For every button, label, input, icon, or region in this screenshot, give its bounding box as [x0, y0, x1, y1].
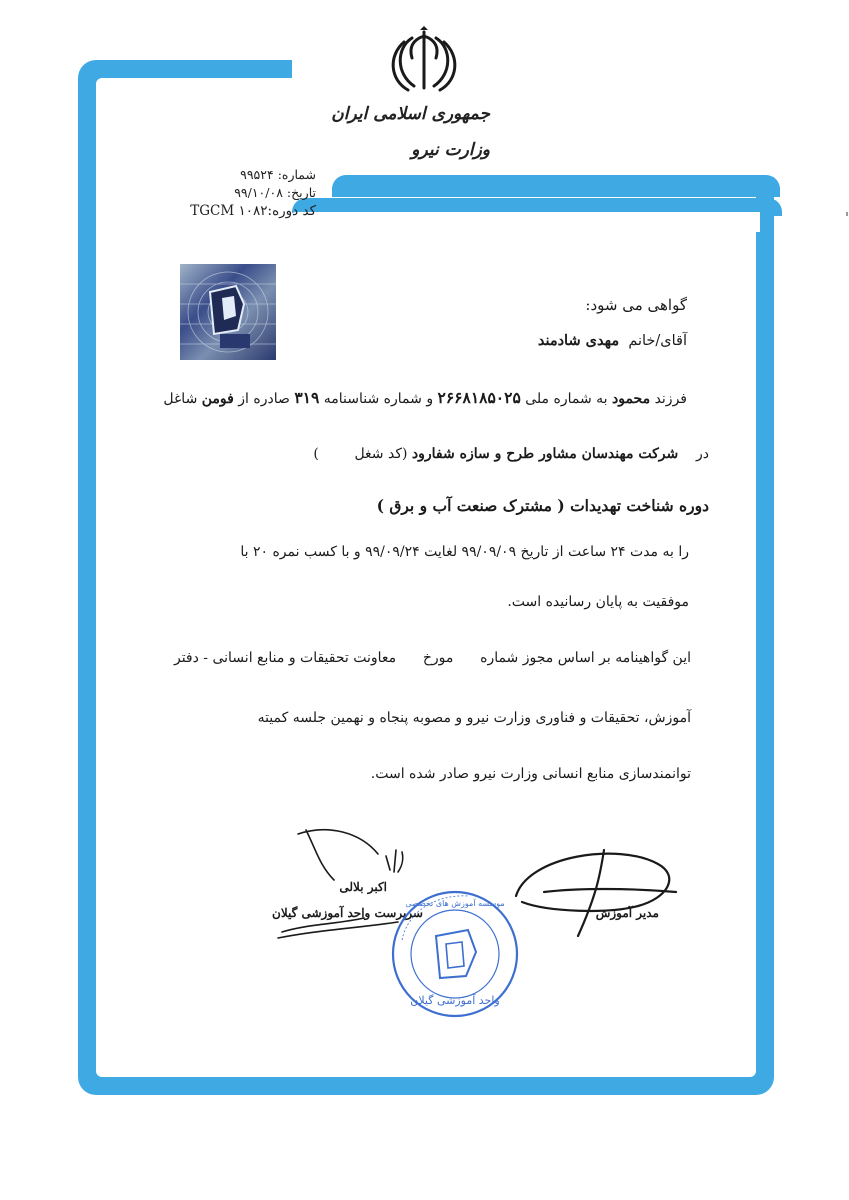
seal-institute-text: موسسه آموزش های تخصصی — [405, 899, 505, 908]
recipient-line: آقای/خانم مهدی شادمند — [537, 332, 687, 349]
course-code: کد دوره:TGCM ۱۰۸۲ — [190, 203, 316, 219]
recipient-name: مهدی شادمند — [537, 332, 620, 349]
right-signature-icon — [508, 836, 684, 944]
course-duration-line: را به مدت ۲۴ ساعت از تاریخ ۹۹/۰۹/۰۹ لغایت ۹۹/۰۹/۲۴ و با کسب نمره ۲۰ با — [240, 544, 689, 560]
birth-certificate-number: ۳۱۹ — [294, 388, 320, 407]
certificate-date: تاریخ: ۹۹/۱۰/۰۸ — [234, 185, 316, 200]
hologram-seal-icon — [180, 264, 276, 360]
right-signatory-title: مدیر آموزش — [595, 906, 659, 920]
company-name: شرکت مهندسان مشاور طرح و سازه شفارود — [411, 446, 679, 462]
left-signatory-title: سرپرست واحد آموزشی گیلان — [272, 906, 423, 920]
official-seal-icon — [388, 880, 522, 1028]
iran-emblem-icon — [382, 26, 466, 110]
certificate-number: شماره: ۹۹۵۲۴ — [240, 167, 316, 182]
issuance-line: توانمندسازی منابع انسانی وزارت نیرو صادر شده است. — [370, 766, 691, 782]
completion-line: موفقیت به پایان رسانیده است. — [507, 594, 689, 610]
approval-line: آموزش، تحقیقات و فناوری وزارت نیرو و مصوبه پنجاه و نهمین جلسه کمیته — [257, 710, 691, 726]
frame-tab — [332, 175, 780, 197]
identity-line: فرزند محمود به شماره ملی ۲۶۶۸۱۸۵۰۲۵ و شماره شناسنامه ۳۱۹ صادره از فومن شاغل — [163, 388, 687, 407]
country-name: جمهوری اسلامی ایران — [331, 104, 490, 124]
employer-line: در شرکت مهندسان مشاور طرح و سازه شفارود (کد شغل ) — [313, 446, 709, 462]
license-line: این گواهینامه بر اساس مجوز شماره مورخ معاونت تحقیقات و منابع انسانی - دفتر — [173, 650, 691, 666]
father-name: محمود — [612, 391, 651, 407]
ministry-name: وزارت نیرو — [411, 140, 490, 160]
course-heading: دوره شناخت تهدیدات ( مشترک صنعت آب و برق ) — [376, 496, 709, 515]
national-id: ۲۶۶۸۱۸۵۰۲۵ — [437, 388, 521, 407]
seal-unit-text: واحد آموزشی گیلان — [410, 994, 500, 1007]
left-signatory-name: اکبر بلالی — [339, 880, 387, 894]
issued-from: فومن — [201, 391, 234, 407]
certificate-intro: گواهی می شود: — [585, 296, 687, 314]
